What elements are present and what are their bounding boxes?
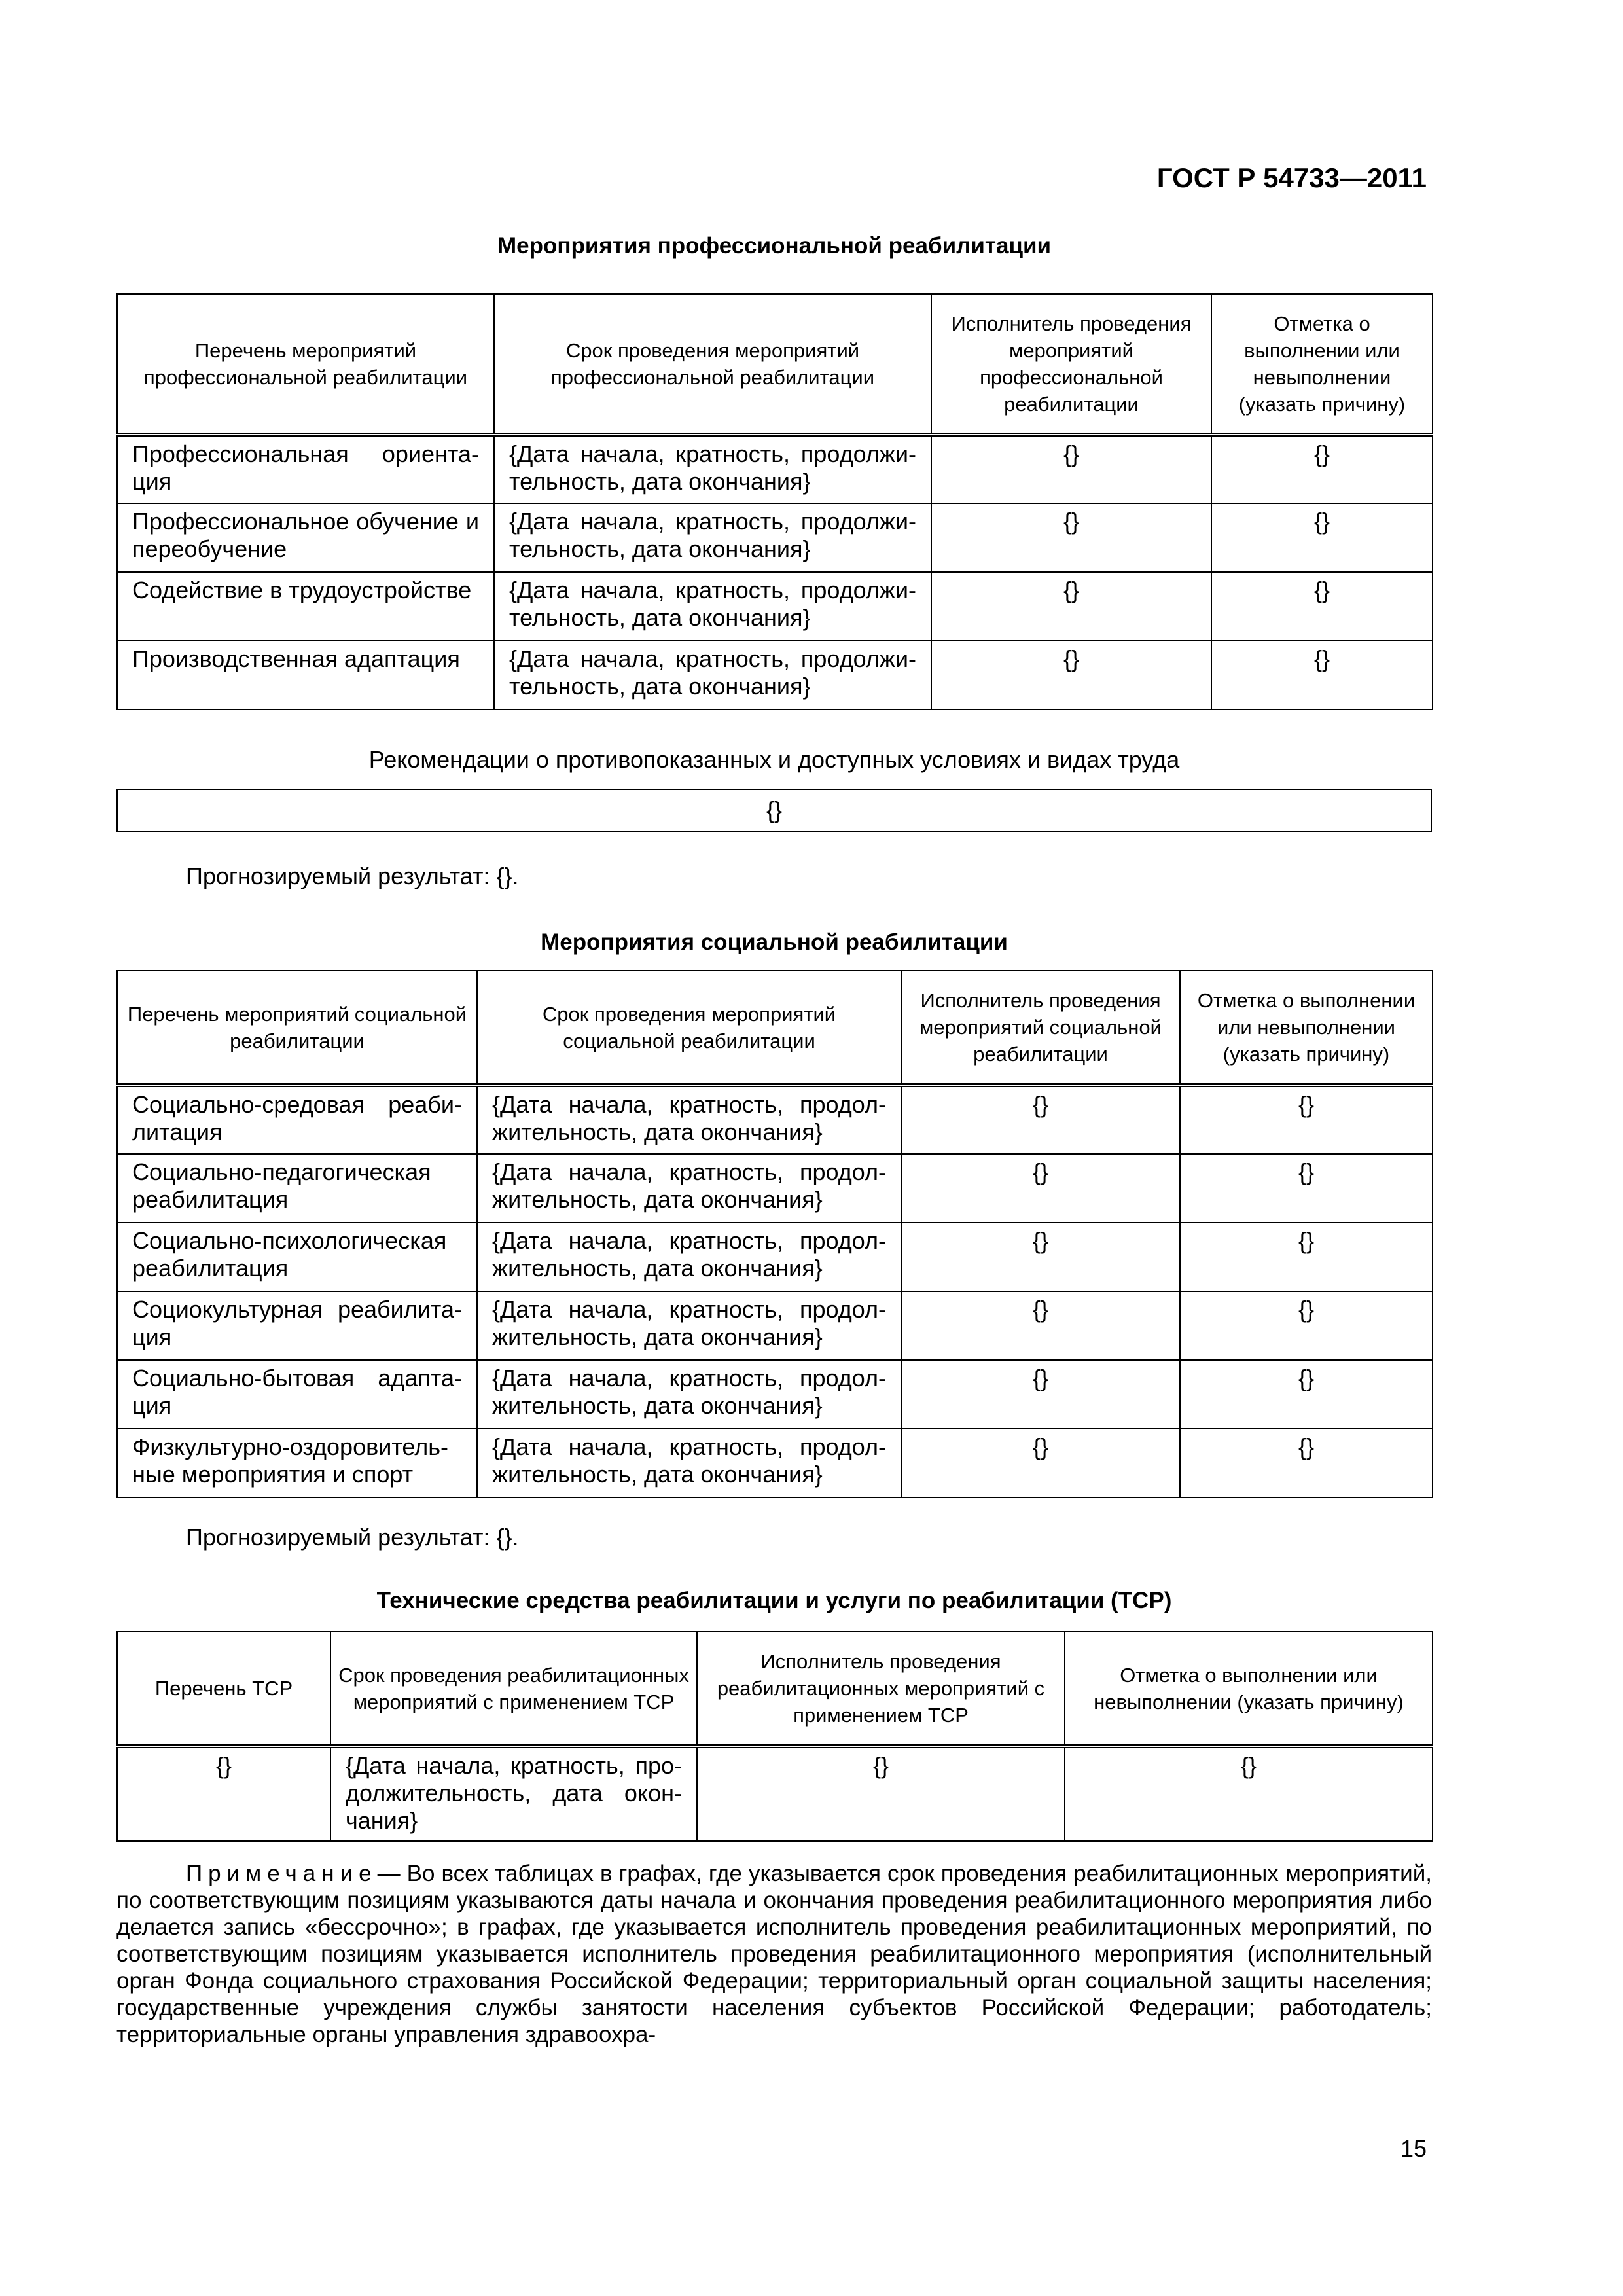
prof-section-title: Мероприятия профессиональной реабилитации <box>497 233 1051 259</box>
term-cell: {Дата начала, кратность, продолжительность, дата окончания} <box>330 1746 697 1841</box>
term-cell: {Дата начала, кратность, продолжительность, дата окончания} <box>477 1360 901 1429</box>
social-header-executor: Исполнитель проведения мероприятий социальной реабилитации <box>901 971 1180 1085</box>
executor-cell: {} <box>901 1154 1180 1223</box>
prof-header-term: Срок проведения мероприятий профессиональной реабилитации <box>494 294 931 435</box>
note-lead: Примечание <box>186 1861 378 1886</box>
prof-header-mark: Отметка о выполнении или невыполнении (указать причину) <box>1211 294 1433 435</box>
activity-cell: Социокультурная реабилитация <box>117 1291 477 1360</box>
prof-table <box>116 293 1433 710</box>
activity-cell: Социально-средовая реабилитация <box>117 1085 477 1154</box>
executor-cell: {} <box>931 503 1211 572</box>
tsr-header-list: Перечень ТСР <box>117 1632 330 1746</box>
executor-cell: {} <box>697 1746 1065 1841</box>
recommendations-cell: {} <box>117 789 1431 831</box>
table-row <box>117 641 1433 709</box>
mark-cell: {} <box>1211 572 1433 641</box>
activity-cell: Содействие в трудоустройстве <box>117 572 494 641</box>
activity-cell: Социально-психологическая реабилитация <box>117 1223 477 1291</box>
table-row <box>117 1746 1433 1841</box>
prof-header-list: Перечень мероприятий профессиональной реабилитации <box>117 294 494 435</box>
tsr-header-mark: Отметка о выполнении или невыполнении (указать причину) <box>1065 1632 1433 1746</box>
term-cell: {Дата начала, кратность, продолжительность, дата окончания} <box>494 572 931 641</box>
social-header-list: Перечень мероприятий социальной реабилитации <box>117 971 477 1085</box>
executor-cell: {} <box>931 435 1211 503</box>
mark-cell: {} <box>1180 1085 1433 1154</box>
executor-cell: {} <box>901 1429 1180 1498</box>
table-row <box>117 1429 1433 1498</box>
table-row <box>117 1154 1433 1223</box>
mark-cell: {} <box>1065 1746 1433 1841</box>
mark-cell: {} <box>1180 1223 1433 1291</box>
term-cell: {Дата начала, кратность, продолжительность, дата окончания} <box>494 641 931 709</box>
activity-cell: Социально-бытовая адаптация <box>117 1360 477 1429</box>
mark-cell: {} <box>1211 435 1433 503</box>
executor-cell: {} <box>901 1085 1180 1154</box>
tsr-list-cell: {} <box>117 1746 330 1841</box>
page-number: 15 <box>1400 2135 1427 2162</box>
mark-cell: {} <box>1180 1154 1433 1223</box>
executor-cell: {} <box>931 641 1211 709</box>
term-cell: {Дата начала, кратность, продолжительность, дата окончания} <box>477 1429 901 1498</box>
activity-cell: Физкультурно-оздоровительные мероприятия и спорт <box>117 1429 477 1498</box>
tsr-table <box>116 1631 1433 1842</box>
activity-cell: Профессиональное обучение и переобучение <box>117 503 494 572</box>
executor-cell: {} <box>901 1291 1180 1360</box>
table-row <box>117 572 1433 641</box>
recommendations-title: Рекомендации о противопоказанных и доступных условиях и видах труда <box>368 746 1180 773</box>
executor-cell: {} <box>901 1223 1180 1291</box>
tsr-section-title: Технические средства реабилитации и услуги по реабилитации (ТСР) <box>376 1588 1172 1613</box>
note-text: — Во всех таблицах в графах, где указывается срок проведения реабилитационных мероприятий, по соответствующим позициям указываются даты начала и окончания проведения реабилитационного мероприятия либо делается запись «бессрочно»; в графах, где указывается исполнитель проведения реабилитационных мероприятий, по соответствующим позициям указывается исполнитель проведения реабилитационного мероприятия (исполнительный орган Фонда социального страхования Российской Федерации; территориальный орган социальной защиты населения; государственные учреждения службы занятости населения субъектов Российской Федерации; работодатель; территориальные органы управления здравоохра- <box>116 1861 1432 2047</box>
mark-cell: {} <box>1180 1360 1433 1429</box>
term-cell: {Дата начала, кратность, продолжительность, дата окончания} <box>494 435 931 503</box>
executor-cell: {} <box>901 1360 1180 1429</box>
note-paragraph <box>116 1860 1432 2048</box>
term-cell: {Дата начала, кратность, продолжительность, дата окончания} <box>477 1291 901 1360</box>
standard-number: ГОСТ Р 54733—2011 <box>1156 162 1427 193</box>
executor-cell: {} <box>931 572 1211 641</box>
social-section-title: Мероприятия социальной реабилитации <box>541 929 1008 955</box>
predicted-result: Прогнозируемый результат: {}. <box>186 1524 519 1551</box>
recommendations-table <box>116 789 1432 832</box>
term-cell: {Дата начала, кратность, продолжительность, дата окончания} <box>477 1154 901 1223</box>
term-cell: {Дата начала, кратность, продолжительность, дата окончания} <box>477 1085 901 1154</box>
tsr-header-executor: Исполнитель проведения реабилитационных мероприятий с применением ТСР <box>697 1632 1065 1746</box>
table-row <box>117 503 1433 572</box>
prof-header-executor: Исполнитель проведения мероприятий профессиональной реабилитации <box>931 294 1211 435</box>
activity-cell: Профессиональная ориентация <box>117 435 494 503</box>
predicted-result: Прогнозируемый результат: {}. <box>186 863 519 889</box>
table-row <box>117 435 1433 503</box>
social-header-term: Срок проведения мероприятий социальной реабилитации <box>477 971 901 1085</box>
term-cell: {Дата начала, кратность, продолжительность, дата окончания} <box>494 503 931 572</box>
mark-cell: {} <box>1211 503 1433 572</box>
activity-cell: Социально-педагогическая реабилитация <box>117 1154 477 1223</box>
mark-cell: {} <box>1211 641 1433 709</box>
tsr-header-term: Срок проведения реабилитационных мероприятий с применением ТСР <box>330 1632 697 1746</box>
activity-cell: Производственная адаптация <box>117 641 494 709</box>
table-row <box>117 1085 1433 1154</box>
mark-cell: {} <box>1180 1291 1433 1360</box>
social-table <box>116 970 1433 1498</box>
table-row <box>117 1291 1433 1360</box>
table-row <box>117 1223 1433 1291</box>
mark-cell: {} <box>1180 1429 1433 1498</box>
social-header-mark: Отметка о выполнении или невыполнении (указать причину) <box>1180 971 1433 1085</box>
table-row <box>117 1360 1433 1429</box>
term-cell: {Дата начала, кратность, продолжительность, дата окончания} <box>477 1223 901 1291</box>
